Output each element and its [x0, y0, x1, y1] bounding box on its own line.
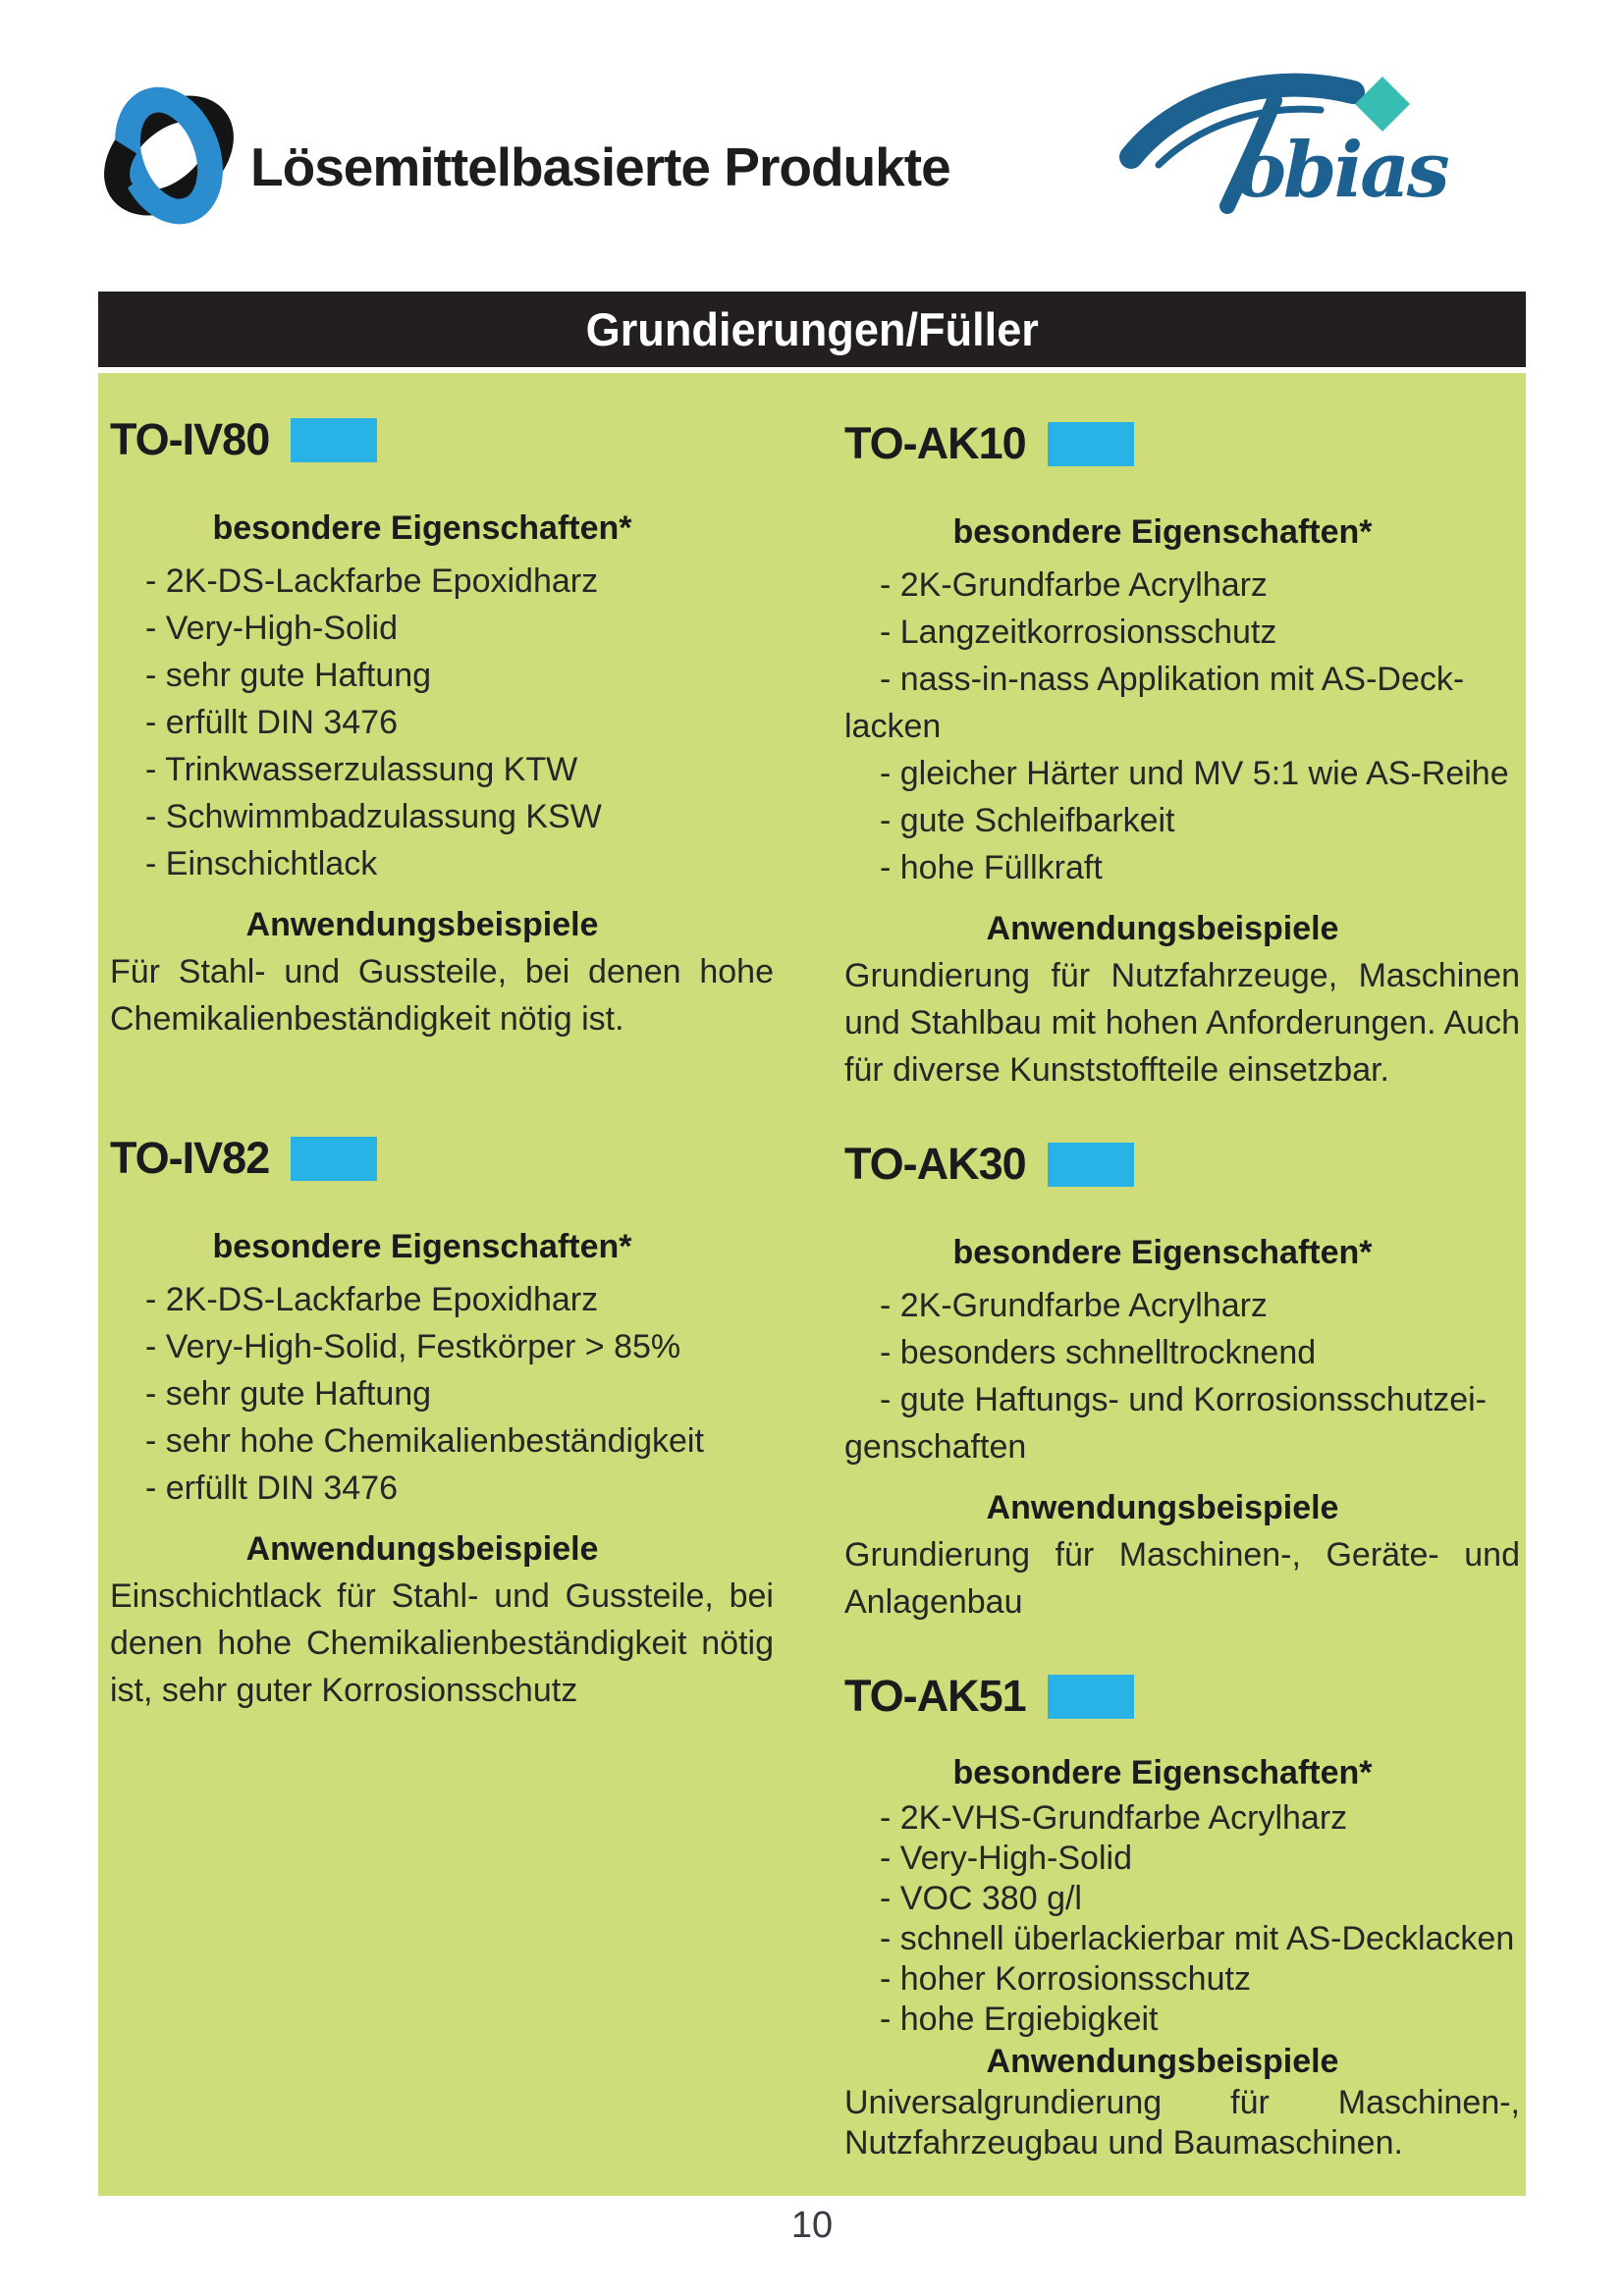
- feature-item: - 2K-DS-Lackfarbe Epoxidharz: [145, 562, 599, 600]
- product-code: TO-AK10: [844, 418, 1026, 468]
- product-code: TO-AK30: [844, 1139, 1026, 1189]
- right-column: [844, 373, 1520, 2163]
- feature-item: - Very-High-Solid: [880, 1840, 1132, 1877]
- product-block-to-ak51: [844, 1671, 1520, 2163]
- product-code: TO-IV82: [110, 1133, 270, 1183]
- applications-text: Einschichtlack für Stahl- und Gussteile, bei denen hohe Chemikalienbeständigkeit nötig ist, sehr guter Korrosionsschutz: [110, 1577, 774, 1709]
- content-panel: [98, 373, 1526, 2196]
- feature-item: - sehr gute Haftung: [145, 1375, 432, 1413]
- cyan-color-chip: [1048, 1143, 1134, 1187]
- product-block-to-ak10: [844, 418, 1520, 1094]
- feature-item: - Schwimmbadzulassung KSW: [145, 798, 602, 835]
- diamond-icon: [1355, 77, 1410, 132]
- feature-item: - Very-High-Solid: [145, 610, 398, 647]
- feature-item: - Trinkwasserzulassung KTW: [145, 751, 578, 788]
- feature-item: - besonders schnelltrocknend: [880, 1334, 1317, 1371]
- rings-icon: [90, 77, 247, 234]
- feature-item: - hoher Korrosionsschutz: [880, 1960, 1251, 1998]
- applications-heading: Anwendungsbeispiele: [245, 1530, 599, 1568]
- feature-item: - sehr gute Haftung: [145, 657, 432, 694]
- applications-text: Für Stahl- und Gussteile, bei denen hohe Chemikalienbeständigkeit nötig ist.: [110, 953, 774, 1038]
- section-header-bar: [98, 292, 1526, 367]
- applications-heading: Anwendungsbeispiele: [986, 910, 1339, 947]
- feature-item: - 2K-VHS-Grundfarbe Acrylharz: [880, 1799, 1348, 1837]
- applications-heading: Anwendungsbeispiele: [986, 1489, 1339, 1526]
- applications-heading: Anwendungsbeispiele: [245, 906, 599, 943]
- product-header: [844, 1671, 1520, 1722]
- tobias-wordmark: obias: [1235, 126, 1447, 215]
- feature-item: - gute Haftungs- und Korrosionsschutzeigenschaften: [844, 1381, 1487, 1466]
- features-heading: besondere Eigenschaften*: [212, 509, 632, 547]
- feature-item: - VOC 380 g/l: [880, 1880, 1082, 1917]
- feature-item: - Einschichtlack: [145, 845, 378, 882]
- applications-text: Universalgrundierung für Maschinen-, Nutzfahrzeugbau und Baumaschinen.: [844, 2084, 1520, 2162]
- feature-item: - nass-in-nass Applikation mit AS-Decklacken: [844, 661, 1465, 745]
- feature-item: - gute Schleifbarkeit: [880, 802, 1175, 839]
- feature-item: - schnell überlackierbar mit AS-Decklacken: [880, 1920, 1515, 1957]
- left-column: [110, 373, 774, 1714]
- cyan-color-chip: [291, 418, 377, 462]
- tobias-brush-icon: [1119, 61, 1492, 233]
- cyan-color-chip: [1048, 1675, 1134, 1719]
- feature-item: - erfüllt DIN 3476: [145, 704, 398, 741]
- feature-item: - sehr hohe Chemikalienbeständigkeit: [145, 1422, 704, 1460]
- product-code: TO-AK51: [844, 1671, 1026, 1721]
- page-number: 10: [790, 2205, 834, 2246]
- features-heading: besondere Eigenschaften*: [212, 1228, 632, 1265]
- feature-item: - erfüllt DIN 3476: [145, 1469, 398, 1507]
- product-header: [110, 414, 774, 465]
- feature-item: - 2K-Grundfarbe Acrylharz: [880, 566, 1268, 604]
- product-block-to-ak30: [844, 1139, 1520, 1626]
- feature-item: - hohe Füllkraft: [880, 849, 1103, 886]
- product-header: [844, 418, 1520, 469]
- feature-item: - Langzeitkorrosionsschutz: [880, 614, 1277, 651]
- applications-text: Grundierung für Maschinen-, Geräte- und Anlagenbau: [844, 1536, 1520, 1621]
- applications-text: Grundierung für Nutzfahrzeuge, Maschinen und Stahlbau mit hohen Anforderungen. Auch für diverse Kunststoffteile einsetzbar.: [844, 957, 1520, 1089]
- applications-heading: Anwendungsbeispiele: [986, 2043, 1339, 2080]
- product-header: [844, 1139, 1520, 1190]
- product-block-to-iv82: [110, 1133, 774, 1714]
- features-heading: besondere Eigenschaften*: [952, 513, 1373, 551]
- features-heading: besondere Eigenschaften*: [952, 1754, 1373, 1791]
- cyan-color-chip: [291, 1137, 377, 1181]
- product-code: TO-IV80: [110, 414, 270, 464]
- feature-item: - 2K-DS-Lackfarbe Epoxidharz: [145, 1281, 599, 1318]
- feature-item: - 2K-Grundfarbe Acrylharz: [880, 1287, 1268, 1324]
- features-heading: besondere Eigenschaften*: [952, 1234, 1373, 1271]
- brand-rings-logo: [90, 77, 247, 234]
- feature-item: - hohe Ergiebigkeit: [880, 2001, 1159, 2038]
- product-header: [110, 1133, 774, 1184]
- page-title: Lösemittelbasierte Produkte: [250, 136, 950, 197]
- feature-item: - Very-High-Solid, Festkörper > 85%: [145, 1328, 681, 1365]
- cyan-color-chip: [1048, 422, 1134, 466]
- feature-item: - gleicher Härter und MV 5:1 wie AS-Reihe: [880, 755, 1509, 792]
- section-title: Grundierungen/Füller: [585, 303, 1039, 355]
- tobias-logo: [1119, 61, 1492, 233]
- product-block-to-iv80: [110, 414, 774, 1042]
